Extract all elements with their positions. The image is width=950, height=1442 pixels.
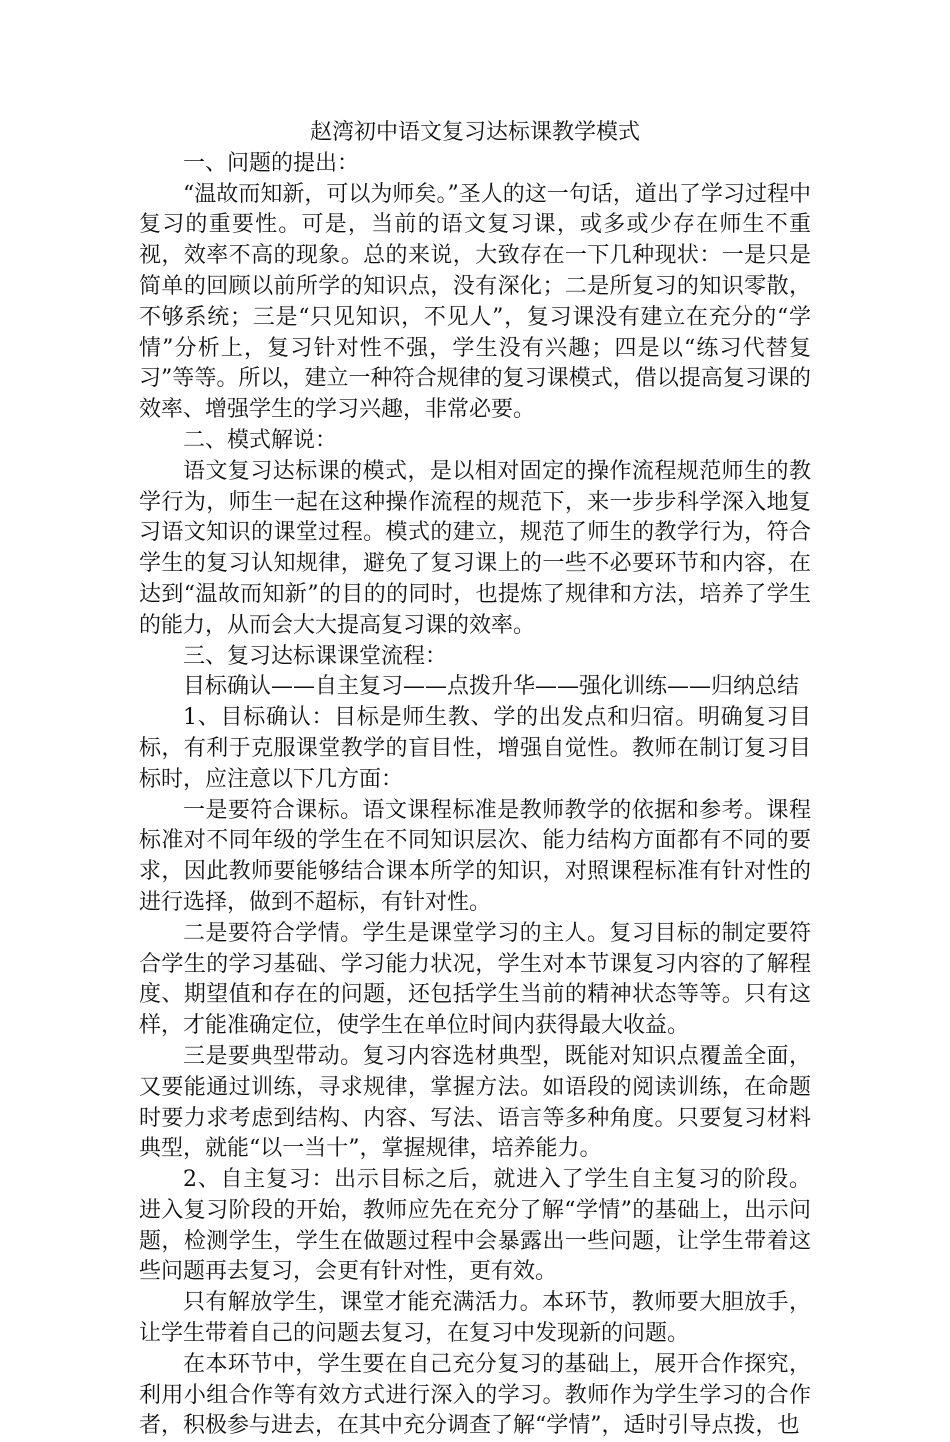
- paragraph-problem-intro: “温故而知新，可以为师矣。”圣人的这一句话，道出了学习过程中复习的重要性。可是，当前的语文复习课，或多或少存在师生不重视，效率不高的现象。总的来说，大致存在一下几种现状：一是只是简单的回顾以前所学的知识点，没有深化；二是所复习的知识零散，不够系统；三是“只见知识，不见人”，复习课没有建立在充分的“学情”分析上，复习针对性不强，学生没有兴趣；四是以“练习代替复习”等等。所以，建立一种符合规律的复习课模式，借以提高复习课的效率、增强学生的学习兴趣，非常必要。: [139, 181, 811, 423]
- section-heading-model: 二、模式解说：: [183, 427, 338, 453]
- section-heading-problem: 一、问题的提出：: [183, 150, 360, 176]
- paragraph-goal-confirmation: 1、目标确认：目标是师生教、学的出发点和归宿。明确复习目标，有利于克服课堂教学的盲目性，增强自觉性。教师在制订复习目标时，应注意以下几方面：: [139, 705, 811, 792]
- paragraph-goal-learning-situation: 二是要符合学情。学生是课堂学习的主人。复习目标的制定要符合学生的学习基础、学习能力状况，学生对本节课复习内容的了解程度、期望值和存在的问题，还包括学生当前的精神状态等等。只有这样，才能准确定位，使学生在单位时间内获得最大收益。: [139, 920, 811, 1039]
- document-title: 赵湾初中语文复习达标课教学模式: [309, 120, 640, 145]
- document-page: [139, 118, 811, 1442]
- section-heading-process: 三、复习达标课课堂流程：: [183, 643, 448, 669]
- paragraph-goal-typical: 三是要典型带动。复习内容选材典型，既能对知识点覆盖全面，又要能通过训练，寻求规律，掌握方法。如语段的阅读训练，在命题时要力求考虑到结构、内容、写法、语言等多种角度。只要复习材料典型，就能“以一当十”，掌握规律，培养能力。: [139, 1043, 811, 1162]
- paragraph-self-review: 2、自主复习：出示目标之后，就进入了学生自主复习的阶段。进入复习阶段的开始，教师应先在充分了解“学情”的基础上，出示问题，检测学生，学生在做题过程中会暴露出一些问题，让学生带着这些问题再去复习，会更有针对性，更有效。: [139, 1167, 811, 1285]
- paragraph-cooperative-learning: 在本环节中，学生要在自己充分复习的基础上，展开合作探究，利用小组合作等有效方式进行深入的学习。教师作为学生学习的合作者，积极参与进去，在其中充分调查了解“学情”，适时引导点拨，也: [139, 1351, 811, 1439]
- paragraph-liberate-students: 只有解放学生，课堂才能充满活力。本环节，教师要大胆放手，让学生带着自己的问题去复习，在复习中发现新的问题。: [139, 1290, 811, 1347]
- paragraph-model-explanation: 语文复习达标课的模式，是以相对固定的操作流程规范师生的教学行为，师生一起在这种操作流程的规范下，来一步步科学深入地复习语文知识的课堂过程。模式的建立，规范了师生的教学行为，符合学生的复习认知规律，避免了复习课上的一些不必要环节和内容，在达到“温故而知新”的目的的同时，也提炼了规律和方法，培养了学生的能力，从而会大大提高复习课的效率。: [139, 458, 811, 638]
- paragraph-goal-standard: 一是要符合课标。语文课程标准是教师教学的依据和参考。课程标准对不同年级的学生在不同知识层次、能力结构方面都有不同的要求，因此教师要能够结合课本所学的知识，对照课程标准有针对性的进行选择，做到不超标，有针对性。: [139, 797, 811, 915]
- paragraph-process-flow: 目标确认——自主复习——点拨升华——强化训练——归纳总结: [183, 674, 800, 700]
